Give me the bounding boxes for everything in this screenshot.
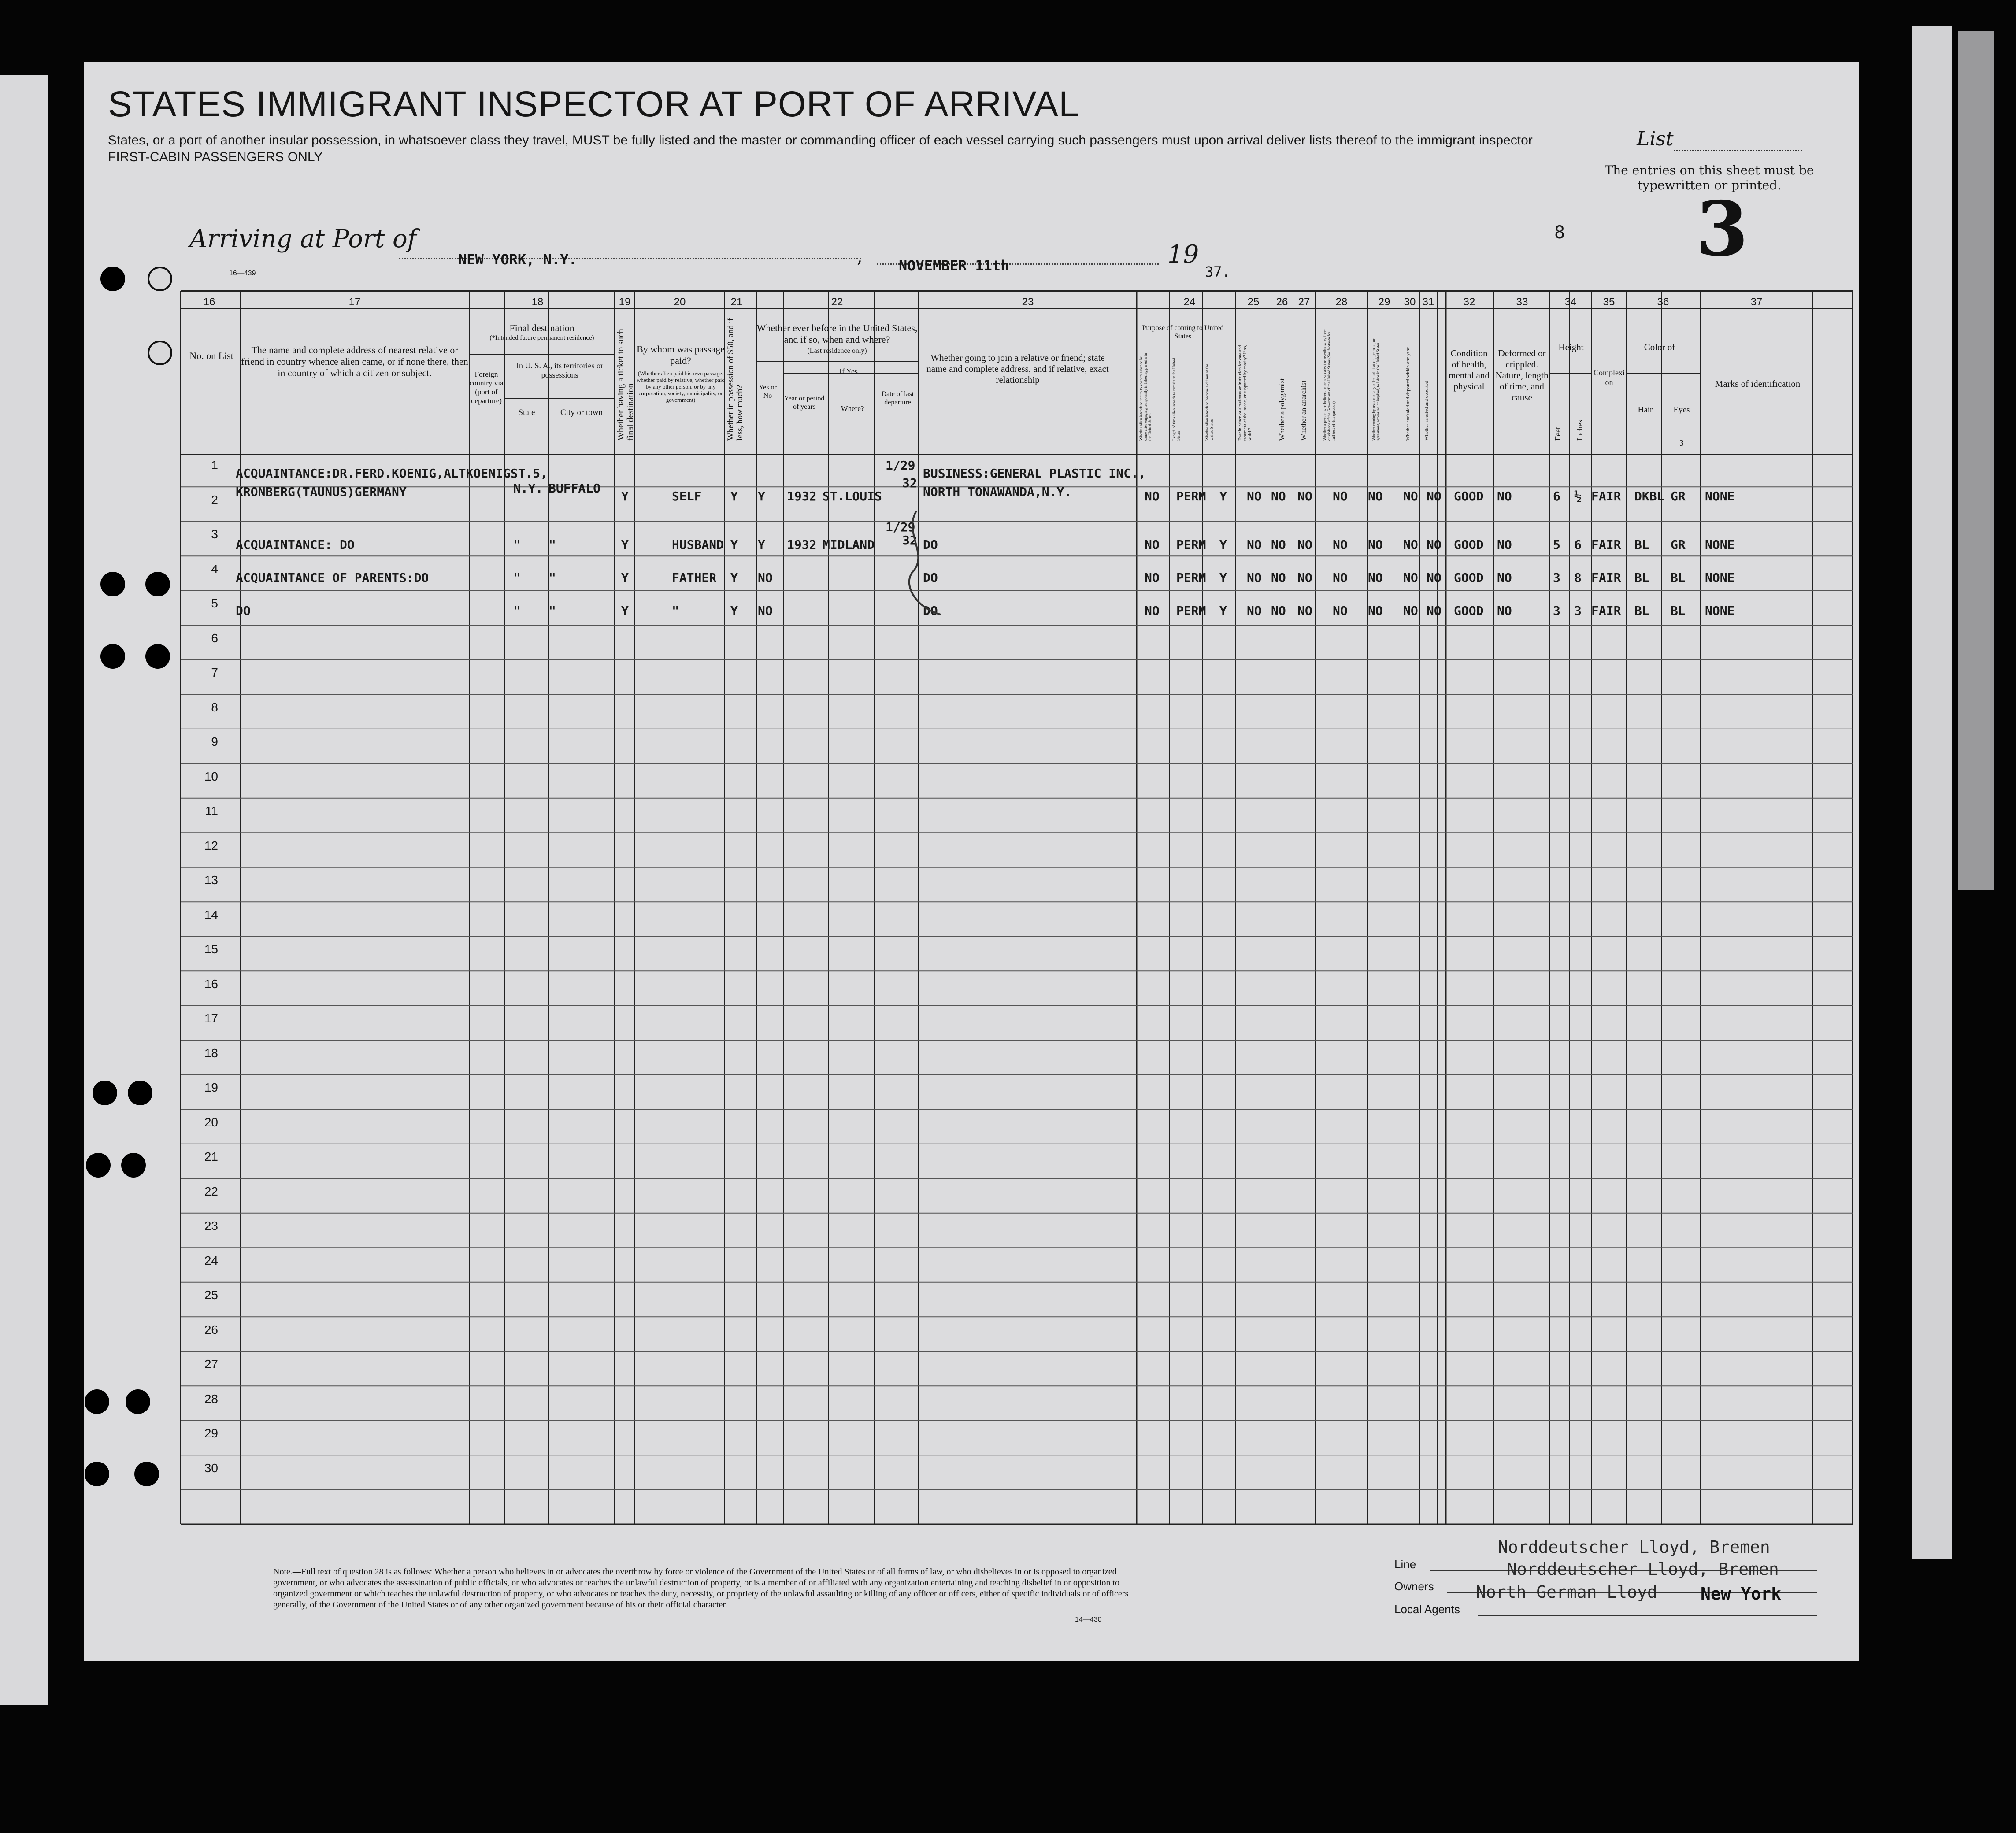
form-title: STATES IMMIGRANT INSPECTOR AT PORT OF ARRIVAL [108, 84, 1079, 124]
entry-q31: NO [1427, 537, 1442, 552]
entries-note: The entries on this sheet must be typewritten or printed. [1605, 163, 1814, 193]
entry-p-c: Y [1219, 604, 1227, 618]
row-number: 11 [205, 804, 218, 818]
column-number: 34 [1564, 296, 1577, 308]
entry-state: " [513, 604, 521, 618]
header-q28: Whether a person who believes in or advocates the overthrow by force or violence of the Government of the United States (See footnote for full text of this question) [1323, 328, 1336, 441]
header-eyes: Eyes [1673, 405, 1690, 415]
column-number: 20 [674, 296, 686, 308]
header-anarchist: Whether an anarchist [1300, 381, 1308, 441]
row-number: 14 [204, 907, 218, 922]
form-number: 14—430 [1075, 1616, 1102, 1623]
entry-health: GOOD [1454, 489, 1484, 504]
column-number: 25 [1247, 296, 1260, 308]
entry-ticket: Y [621, 489, 629, 504]
form-code-top: 16—439 [229, 270, 256, 277]
entry-marks: NONE [1705, 537, 1735, 552]
entry-deformed: NO [1497, 570, 1512, 585]
row-number: 19 [204, 1081, 218, 1094]
entry-hair: BL [1634, 537, 1649, 552]
passage-paid-title: By whom was passage paid? [637, 344, 725, 366]
header-color-of: Color of— [1644, 342, 1685, 352]
row-number: 12 [204, 838, 218, 852]
final-destination-note: (*Intended future permanent residence) [489, 334, 594, 341]
header-ticket: Whether having a ticket to such final destination [616, 329, 635, 441]
entry-q25: NO [1247, 537, 1262, 552]
header-deformed: Deformed or crippled. Nature, length of time, and cause [1495, 348, 1549, 403]
entry-paid: SELF [672, 489, 702, 504]
entry-q28: NO [1333, 537, 1348, 552]
entry-p-b: PERM [1176, 570, 1206, 585]
year-suffix: 37. [1205, 263, 1230, 280]
row-number: 3 [211, 527, 218, 541]
entry-q25: NO [1247, 489, 1262, 504]
header-hair: Hair [1638, 405, 1653, 415]
final-destination-title: Final destination [509, 322, 574, 333]
header-passage-paid [637, 344, 725, 403]
row-number: 1 [211, 458, 218, 472]
entry-inches: ½ [1574, 489, 1582, 504]
entry-marks: NONE [1705, 489, 1735, 504]
entry-feet: 3 [1553, 570, 1560, 585]
entry-q29: NO [1368, 604, 1383, 618]
entry-inches: 3 [1574, 604, 1582, 618]
row-number: 27 [204, 1357, 218, 1371]
entry-complexion: FAIR [1591, 604, 1621, 618]
entry-p-b: PERM [1176, 537, 1206, 552]
entry-where: ST.LOUIS [823, 489, 882, 504]
entry-departure-2: 32 [902, 533, 917, 548]
entry-city: " [548, 604, 556, 618]
bracket-mark-icon [899, 507, 952, 621]
header-purpose-b: Length of time alien intends to remain in the United States [1172, 358, 1181, 441]
entry-eyes: BL [1671, 570, 1686, 585]
before-us-title: Whether ever before in the United States, and if so, when and where? [756, 322, 918, 345]
header-polygamist: Whether a polygamist [1279, 378, 1286, 441]
header-yes-no: Yes or No [759, 384, 777, 400]
entry-paid: FATHER [672, 570, 717, 585]
entry-feet: 5 [1553, 537, 1560, 552]
entry-complexion: FAIR [1591, 570, 1621, 585]
row-number: 9 [211, 735, 218, 748]
column-number: 19 [619, 296, 631, 308]
row-number: 8 [211, 700, 218, 714]
agents-city-stamp: New York [1701, 1584, 1782, 1603]
column-number: 23 [1022, 296, 1034, 308]
row-number: 22 [204, 1184, 218, 1198]
entry-p-c: Y [1219, 537, 1227, 552]
entry-ticket: Y [621, 537, 629, 552]
entry-p-a: NO [1145, 489, 1160, 504]
entry-year: 1932 [787, 537, 817, 552]
entry-departure-2: 32 [902, 476, 917, 490]
entry-inches: 8 [1574, 570, 1582, 585]
margin-mark: 8 [1554, 222, 1565, 243]
entry-feet: 3 [1553, 604, 1560, 618]
list-label: List [1637, 128, 1674, 150]
entry-relative-1: ACQUAINTANCE OF PARENTS:DO [236, 570, 429, 585]
entry-q28: NO [1333, 570, 1348, 585]
entry-money: Y [730, 489, 738, 504]
entry-q30: NO [1403, 570, 1418, 585]
header-q30: Whether excluded and deported within one year [1405, 347, 1411, 441]
row-number: 15 [204, 942, 218, 956]
passage-paid-note: (Whether alien paid his own passage, whether paid by relative, whether paid by any other person, or by any corporation, society, municipality, or government) [637, 370, 725, 403]
entry-city: " [548, 537, 556, 552]
entry-state: " [513, 570, 521, 585]
entry-relative-1: ACQUAINTANCE:DR.FERD.KOENIG,ALTKOENIGST.5, [236, 466, 548, 481]
entry-year: 1932 [787, 489, 817, 504]
header-money: Whether in possession of $50, and if less, how much? [726, 318, 745, 441]
line-label: Line [1394, 1558, 1416, 1571]
header-year-period: Year or period of years [784, 395, 825, 411]
entry-eyes: GR [1671, 537, 1686, 552]
entry-paid: " [672, 604, 679, 618]
entry-relative-1: ACQUAINTANCE: DO [236, 537, 355, 552]
column-number: 16 [203, 296, 215, 308]
header-in-usa: In U. S. A., its territories or possessions [516, 361, 603, 379]
entry-q29: NO [1368, 570, 1383, 585]
agents-label: Local Agents [1394, 1603, 1460, 1616]
entry-joining-1: DO [923, 604, 938, 618]
header-where: Where? [841, 404, 864, 413]
header-complexion: Complexion [1594, 368, 1625, 387]
row-number: 5 [211, 596, 218, 610]
entry-city: " [548, 570, 556, 585]
entry-q31: NO [1427, 489, 1442, 504]
header-purpose-c: Whether alien intends to become a citizen of the United States [1205, 364, 1214, 441]
entry-q28: NO [1333, 489, 1348, 504]
header-date-departure: Date of last departure [881, 390, 914, 406]
entry-p-c: Y [1219, 489, 1227, 504]
header-purpose: Purpose of coming to United States [1142, 324, 1224, 340]
entry-q31: NO [1427, 570, 1442, 585]
entry-q31: NO [1427, 604, 1442, 618]
column-number: 32 [1463, 296, 1475, 308]
entry-joining-1: DO [923, 570, 938, 585]
entry-money: Y [730, 604, 738, 618]
sheet-number: 3 [1696, 185, 1749, 273]
row-number: 23 [204, 1219, 218, 1233]
column-number: 36 [1657, 296, 1669, 308]
instructions-text: States, or a port of another insular possession, in whatsoever class they travel, MUST be fully listed and the master or commanding officer of each vessel carrying such passengers must upon arrival deliver lists thereof to the immigrant inspector [108, 133, 1533, 148]
entry-p-c: Y [1219, 570, 1227, 585]
entry-q27: NO [1297, 489, 1312, 504]
header-state: State [518, 408, 535, 417]
date-value: NOVEMBER 11th [899, 257, 1009, 274]
entry-departure-1: 1/29 [886, 520, 915, 534]
column-number: 31 [1422, 296, 1434, 308]
entry-health: GOOD [1454, 604, 1484, 618]
entry-city: BUFFALO [548, 481, 601, 496]
owners-stamp: Norddeutscher Lloyd, Bremen [1507, 1559, 1779, 1579]
entry-q27: NO [1297, 537, 1312, 552]
entry-q26: NO [1271, 537, 1286, 552]
row-number: 20 [204, 1115, 218, 1129]
last-residence-note: (Last residence only) [807, 347, 867, 355]
entry-deformed: NO [1497, 489, 1512, 504]
port-value: NEW YORK, N.Y. [458, 251, 577, 268]
entry-eyes: GR [1671, 489, 1686, 504]
comma-mark: , [857, 247, 863, 267]
entry-p-b: PERM [1176, 604, 1206, 618]
entry-hair: DKBL [1634, 489, 1664, 504]
entry-departure-1: 1/29 [886, 458, 915, 473]
entry-eyes: BL [1671, 604, 1686, 618]
entry-money: Y [730, 537, 738, 552]
column-number: 26 [1276, 296, 1288, 308]
column-number: 17 [348, 296, 361, 308]
entry-ticket: Y [621, 570, 629, 585]
header-marks: Marks of identification [1715, 378, 1801, 389]
entry-joining-1: DO [923, 537, 938, 552]
entry-q29: NO [1368, 537, 1383, 552]
header-height: Height [1558, 342, 1584, 352]
entry-joining-2: NORTH TONAWANDA,N.Y. [923, 485, 1072, 499]
row-number: 17 [204, 1011, 218, 1025]
column-number: 18 [531, 296, 544, 308]
header-prison: Ever in prison or almshouse or institution for care and treatment of the insane, or supported by charity? If so, which? [1238, 345, 1253, 441]
column-number: 30 [1404, 296, 1416, 308]
entry-relative-1: DO [236, 604, 251, 618]
entry-q26: NO [1271, 570, 1286, 585]
entry-inches: 6 [1574, 537, 1582, 552]
row-number: 24 [204, 1253, 218, 1267]
entry-q30: NO [1403, 489, 1418, 504]
entry-relative-2: KRONBERG(TAUNUS)GERMANY [236, 485, 407, 499]
entry-q27: NO [1297, 570, 1312, 585]
row-number: 2 [211, 493, 218, 507]
header-q29: Whether coming by reason of any offer, solicitation, promise, or agreement, expressed or implied, to labor in the United States [1371, 338, 1380, 441]
header-before-us [756, 322, 919, 357]
entry-before: NO [758, 570, 773, 585]
header-joining: Whether going to join a relative or friend; state name and complete address, and if relative, exact relationship [926, 352, 1109, 385]
header-city: City or town [560, 408, 603, 417]
entry-p-a: NO [1145, 604, 1160, 618]
row-number: 13 [204, 873, 218, 887]
column-number: 24 [1183, 296, 1196, 308]
row-number: 25 [204, 1288, 218, 1302]
entry-p-a: NO [1145, 537, 1160, 552]
entry-before: Y [758, 489, 765, 504]
entry-where: MIDLAND [823, 537, 875, 552]
column-number: 21 [730, 296, 743, 308]
header-foreign-country: Foreign country via (port of departure) [469, 370, 504, 405]
column-number: 29 [1378, 296, 1390, 308]
arriving-label: Arriving at Port of [189, 225, 417, 253]
header-if-yes: If Yes— [839, 367, 866, 376]
header-no-on-list: No. on List [189, 350, 233, 361]
footer-line-3 [1478, 1615, 1817, 1616]
entry-q29: NO [1368, 489, 1383, 504]
column-number: 33 [1516, 296, 1528, 308]
entry-joining-1: BUSINESS:GENERAL PLASTIC INC., [923, 466, 1146, 481]
column-number: 35 [1603, 296, 1615, 308]
entry-complexion: FAIR [1591, 489, 1621, 504]
header-purpose-a: Whether alien intends to return to country whence he came after engaging temporarily in laboring pursuits in the United States [1139, 353, 1152, 441]
entry-q30: NO [1403, 604, 1418, 618]
entry-state: N.Y. [513, 481, 543, 496]
header-q31: Whether arrested and deported [1424, 381, 1429, 441]
entry-q25: NO [1247, 570, 1262, 585]
entry-p-b: PERM [1176, 489, 1206, 504]
entry-q25: NO [1247, 604, 1262, 618]
column-number: 28 [1335, 296, 1348, 308]
entry-ticket: Y [621, 604, 629, 618]
header-relative-friend: The name and complete address of nearest relative or friend in country whence alien came, or if none there, then in country of which a citizen or subject. [241, 344, 468, 378]
entry-state: " [513, 537, 521, 552]
row-number: 21 [204, 1150, 218, 1163]
row-number: 4 [211, 562, 218, 576]
entry-q30: NO [1403, 537, 1418, 552]
column-number: 27 [1298, 296, 1310, 308]
entry-deformed: NO [1497, 537, 1512, 552]
header-feet: Feet [1553, 427, 1562, 441]
entry-health: GOOD [1454, 570, 1484, 585]
header-eyes-extra: 3 [1679, 438, 1684, 448]
entry-q26: NO [1271, 489, 1286, 504]
row-number: 7 [211, 666, 218, 679]
entry-hair: BL [1634, 570, 1649, 585]
header-final-destination [469, 322, 615, 342]
entry-q26: NO [1271, 604, 1286, 618]
line-stamp: Norddeutscher Lloyd, Bremen [1498, 1537, 1770, 1557]
column-number: 22 [831, 296, 843, 308]
owners-label: Owners [1394, 1580, 1434, 1593]
row-number: 6 [211, 631, 218, 645]
year-prefix: 19 [1167, 240, 1199, 269]
agents-stamp: North German Lloyd [1476, 1582, 1657, 1602]
row-number: 30 [204, 1461, 218, 1475]
footnote: Note.—Full text of question 28 is as follows: Whether a person who believes in or advocates the overthrow by force or violence of the Government of the United States or of all forms of law, or who disbelieves in or is opposed to organized government, or who advocates the assassination of public officials, or who advocates or teaches the unlawful destruction of property, or is a member of or affiliated with any organization entertaining and teaching disbelief in or opposition to organized government or which teaches the unlawful destruction of property, or who advocates or teaches the duty, necessity, or propriety of the unlawful assaulting or killing of any officer or officers, either of specific individuals or of officers generally, of the Government of the United States or of any other organized government because of his or their official character. [273, 1567, 1129, 1610]
row-number: 28 [204, 1392, 218, 1406]
entry-paid: HUSBAND [672, 537, 724, 552]
row-number: 26 [204, 1322, 218, 1337]
entry-health: GOOD [1454, 537, 1484, 552]
row-number: 10 [204, 769, 218, 783]
header-inches: Inches [1575, 420, 1584, 441]
class-line: FIRST-CABIN PASSENGERS ONLY [108, 150, 323, 164]
row-number: 16 [204, 977, 218, 991]
entry-q27: NO [1297, 604, 1312, 618]
entry-marks: NONE [1705, 604, 1735, 618]
header-health: Condition of health, mental and physical [1449, 348, 1490, 392]
row-number: 29 [204, 1426, 218, 1440]
entry-before: NO [758, 604, 773, 618]
entry-marks: NONE [1705, 570, 1735, 585]
row-number: 18 [204, 1046, 218, 1060]
entry-feet: 6 [1553, 489, 1560, 504]
entry-deformed: NO [1497, 604, 1512, 618]
entry-money: Y [730, 570, 738, 585]
entry-q28: NO [1333, 604, 1348, 618]
entry-p-a: NO [1145, 570, 1160, 585]
entry-complexion: FAIR [1591, 537, 1621, 552]
entry-before: Y [758, 537, 765, 552]
entry-hair: BL [1634, 604, 1649, 618]
column-number: 37 [1750, 296, 1763, 308]
